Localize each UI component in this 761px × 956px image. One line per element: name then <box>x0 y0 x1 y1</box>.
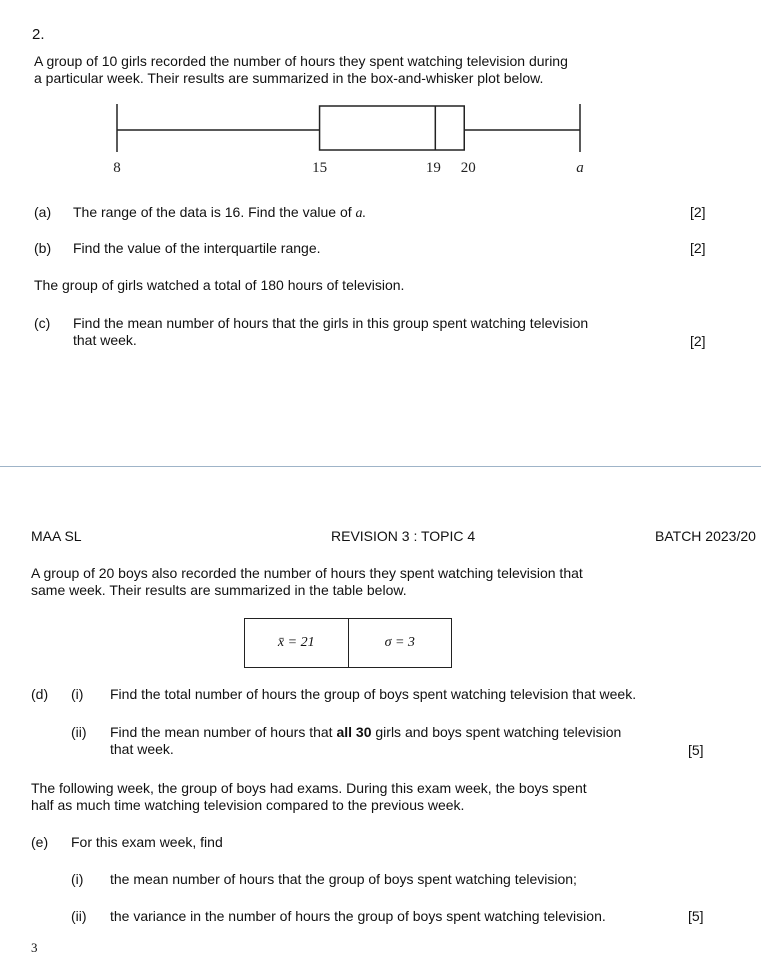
part-e-i-label: (i) <box>71 871 84 887</box>
boys-intro-line-1: A group of 20 boys also recorded the number of hours they spent watching television that <box>31 565 583 581</box>
girls-total-text: The group of girls watched a total of 180 hours of television. <box>34 277 405 293</box>
box-whisker-plot <box>0 100 761 180</box>
header-batch: BATCH 2023/20 <box>655 528 756 544</box>
part-a-label: (a) <box>34 204 52 220</box>
part-e-i-text: the mean number of hours that the group of boys spent watching television; <box>110 871 577 887</box>
header-topic: REVISION 3 : TOPIC 4 <box>331 528 476 544</box>
part-d-marks: [5] <box>688 742 704 758</box>
part-d-ii-pre: Find the mean number of hours that <box>110 724 333 740</box>
part-c-marks: [2] <box>690 333 706 349</box>
part-d-i-text: Find the total number of hours the group of boys spent watching television that week. <box>110 686 637 702</box>
boys-stats-table <box>244 618 452 668</box>
part-b-text: Find the value of the interquartile range. <box>73 240 321 256</box>
part-d-ii-line-1 <box>110 724 621 741</box>
part-d-ii-text <box>110 724 621 758</box>
question-number: 2. <box>32 26 45 43</box>
tick-label-4: a <box>576 160 584 176</box>
part-a-question: The range of the data is 16. Find the value of <box>73 204 352 220</box>
sd-cell: σ = 3 <box>348 619 452 667</box>
boys-intro-line-2: same week. Their results are summarized in the table below. <box>31 582 407 598</box>
intro-line-1: A group of 10 girls recorded the number of hours they spent watching television during <box>34 53 568 69</box>
part-d-ii-line-2: that week. <box>110 741 174 757</box>
iqr-box <box>320 106 465 150</box>
part-e-ii-label: (ii) <box>71 908 87 924</box>
part-a-variable: a. <box>355 206 367 221</box>
intro-line-2: a particular week. Their results are summarized in the box-and-whisker plot below. <box>34 70 544 86</box>
part-a-text <box>73 204 366 222</box>
part-d-ii-bold: all 30 <box>336 724 372 740</box>
exam-line-2: half as much time watching television compared to the previous week. <box>31 797 465 813</box>
part-b-marks: [2] <box>690 240 706 256</box>
part-d-label: (d) <box>31 686 49 702</box>
question-intro <box>34 53 568 87</box>
tick-label-0: 8 <box>113 160 121 176</box>
part-b-label: (b) <box>34 240 52 256</box>
footer-page-number: 3 <box>31 940 38 955</box>
part-e-marks: [5] <box>688 908 704 924</box>
boys-intro <box>31 565 583 599</box>
mean-cell: x̄ = 21 <box>277 635 315 650</box>
part-c-line-1: Find the mean number of hours that the girls in this group spent watching television <box>73 315 589 331</box>
exam-line-1: The following week, the group of boys had exams. During this exam week, the boys spent <box>31 780 587 796</box>
part-d-ii-label: (ii) <box>71 724 87 740</box>
exam-week-paragraph <box>31 780 587 814</box>
part-e-ii-text: the variance in the number of hours the group of boys spent watching television. <box>110 908 606 924</box>
part-e-label: (e) <box>31 834 49 850</box>
tick-label-3: 20 <box>460 160 476 176</box>
tick-label-2: 19 <box>425 160 441 176</box>
part-e-text: For this exam week, find <box>71 834 223 850</box>
part-c-text <box>73 315 588 349</box>
part-c-label: (c) <box>34 315 51 331</box>
tick-label-1: 15 <box>312 160 328 176</box>
part-a-marks: [2] <box>690 204 706 220</box>
header-course: MAA SL <box>31 528 82 544</box>
page-divider <box>0 466 761 467</box>
part-d-ii-post: girls and boys spent watching television <box>375 724 622 740</box>
part-c-line-2: that week. <box>73 332 137 348</box>
part-d-i-label: (i) <box>71 686 84 702</box>
